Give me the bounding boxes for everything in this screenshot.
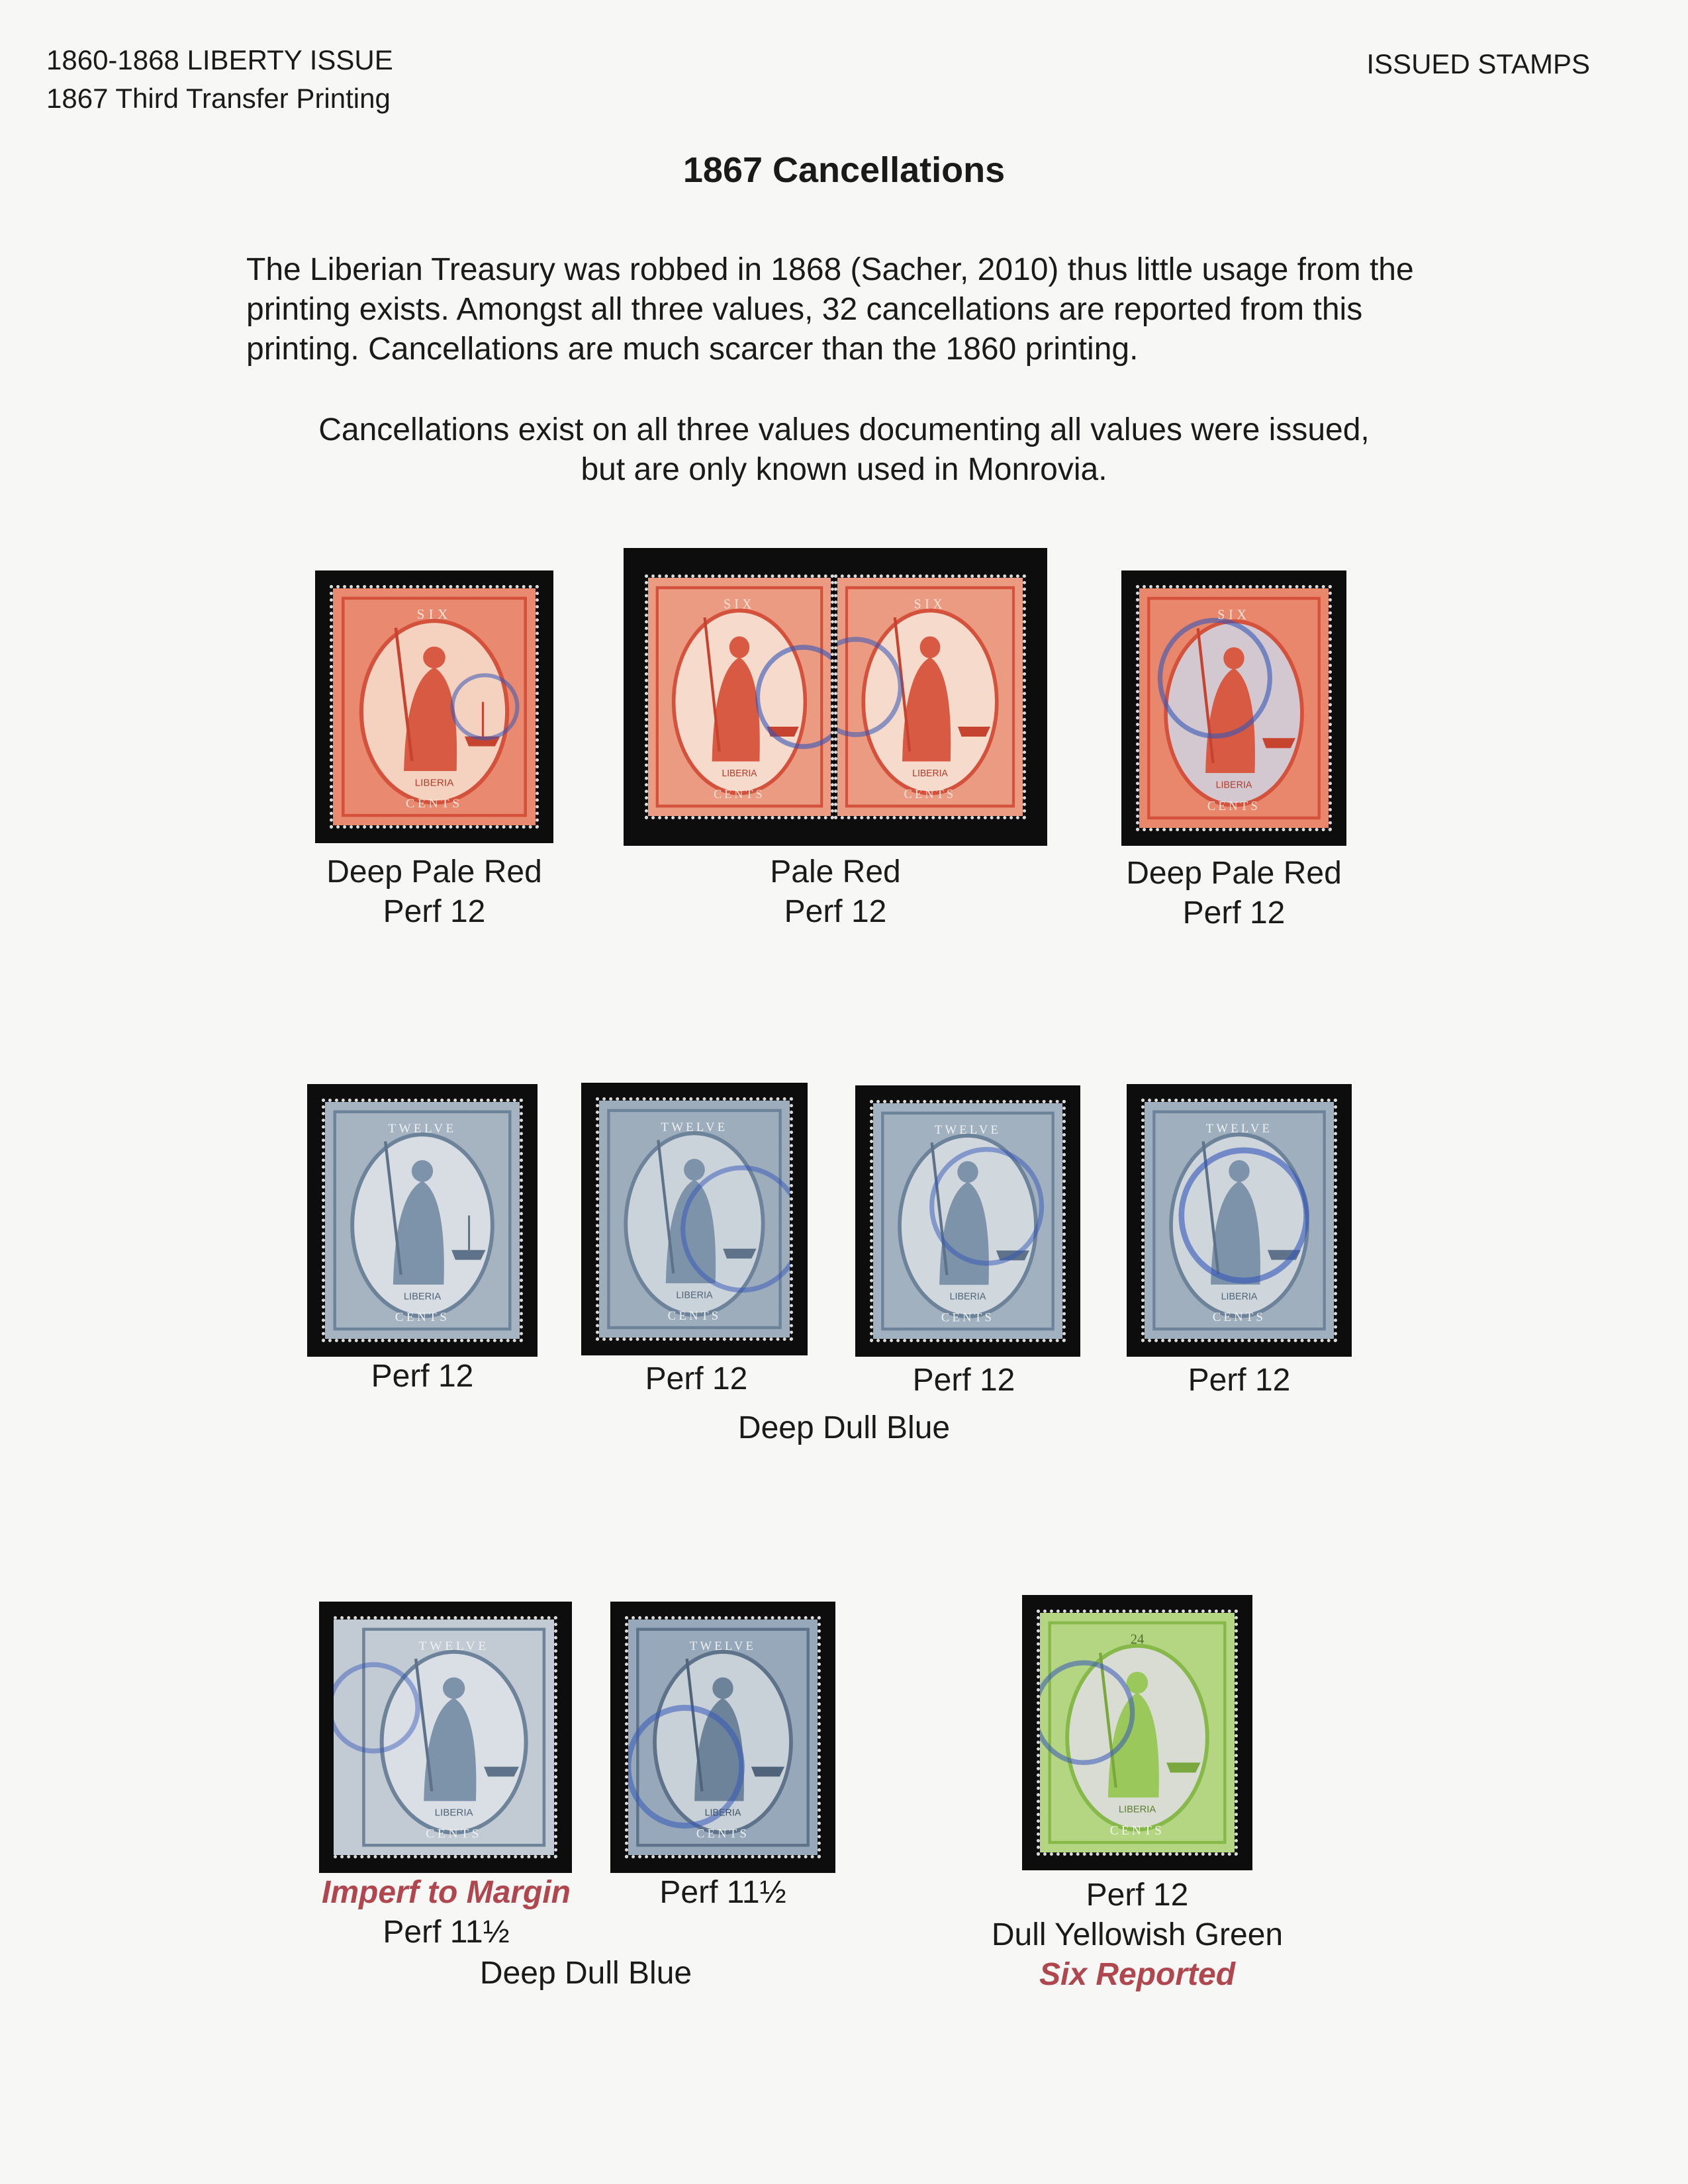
stamp-six-cents-pair-left	[645, 574, 834, 819]
caption-shade: Dull Yellowish Green	[991, 1917, 1284, 1952]
stamp-24-cents	[1037, 1610, 1238, 1856]
liberty-stamp-blue-icon	[599, 1101, 790, 1338]
svg-text:LIBERIA: LIBERIA	[414, 777, 454, 789]
caption-green-stamp	[939, 1876, 1336, 1995]
svg-text:CENTS: CENTS	[904, 787, 957, 802]
caption-perf: Perf 12	[784, 894, 887, 929]
svg-text:SIX: SIX	[914, 596, 947, 612]
caption-perf: Perf 11½	[659, 1875, 786, 1910]
svg-text:LIBERIA: LIBERIA	[704, 1807, 741, 1819]
stamp-mount	[1022, 1595, 1252, 1870]
svg-text:TWELVE: TWELVE	[934, 1122, 1002, 1138]
stamp-mount	[1127, 1084, 1352, 1357]
caption-perf: Perf 12	[645, 1361, 748, 1396]
svg-text:LIBERIA: LIBERIA	[912, 768, 948, 780]
header-series: 1860-1868 LIBERTY ISSUE	[46, 44, 393, 75]
svg-text:LIBERIA: LIBERIA	[722, 768, 757, 780]
caption-perf: Perf 12	[1188, 1363, 1291, 1398]
caption-rarity-note: Six Reported	[1039, 1957, 1236, 1992]
intro-note-line2: but are only known used in Monrovia.	[581, 452, 1107, 487]
svg-text:CENTS: CENTS	[714, 787, 765, 802]
svg-text:LIBERIA: LIBERIA	[403, 1291, 442, 1302]
stamp-twelve-cents-imperf	[334, 1616, 557, 1858]
stamp-twelve-cents-3	[870, 1100, 1066, 1342]
svg-text:CENTS: CENTS	[1212, 1310, 1266, 1325]
svg-text:TWELVE: TWELVE	[661, 1120, 728, 1135]
svg-text:LIBERIA: LIBERIA	[1118, 1804, 1156, 1815]
svg-text:CENTS: CENTS	[941, 1310, 995, 1325]
header-printing: 1867 Third Transfer Printing	[46, 83, 391, 114]
svg-text:TWELVE: TWELVE	[1205, 1121, 1273, 1136]
liberty-stamp-blue-icon	[334, 1619, 554, 1855]
caption-imperf-stamp	[294, 1873, 598, 1952]
caption-stamp-3	[1102, 854, 1366, 933]
svg-text:LIBERIA: LIBERIA	[1221, 1291, 1258, 1302]
caption-group-shade: Deep Dull Blue	[479, 1956, 692, 1991]
stamp-six-cents-3	[1136, 585, 1332, 831]
stamp-mount	[855, 1085, 1080, 1357]
caption-perf: Perf 12	[1182, 895, 1286, 931]
liberty-stamp-red-icon	[837, 578, 1023, 816]
intro-note-line1: Cancellations exist on all three values documenting all values were issued,	[318, 412, 1370, 447]
svg-text:LIBERIA: LIBERIA	[434, 1807, 473, 1819]
caption-shade: Deep Pale Red	[326, 854, 542, 889]
svg-text:CENTS: CENTS	[1207, 799, 1261, 813]
stamp-mount	[315, 570, 553, 843]
svg-text:SIX: SIX	[724, 596, 755, 612]
caption-perf: Perf 12	[383, 894, 486, 929]
svg-text:LIBERIA: LIBERIA	[676, 1290, 713, 1301]
intro-paragraph: The Liberian Treasury was robbed in 1868 (Sacher, 2010) thus little usage from the printing exists. Amongst all three values, 32 cancellations are reported from this printing. Cancellations are much scarcer than the 1860 printing.	[246, 252, 1414, 367]
svg-text:TWELVE: TWELVE	[689, 1639, 757, 1654]
stamp-twelve-cents-1	[322, 1099, 523, 1342]
svg-text:CENTS: CENTS	[1109, 1823, 1165, 1838]
stamp-six-cents-pair-right	[834, 574, 1026, 819]
caption-shade: Pale Red	[770, 854, 901, 889]
stamp-six-cents-1	[330, 585, 539, 829]
caption-stamp-pair	[703, 852, 968, 932]
caption-perf: Perf 11½	[383, 1915, 510, 1950]
page-title: 1867 Cancellations	[682, 150, 1006, 190]
caption-imperf-note: Imperf to Margin	[321, 1875, 571, 1910]
caption-group-shade: Deep Dull Blue	[737, 1410, 951, 1445]
stamp-mount	[307, 1084, 538, 1357]
liberty-stamp-red-icon	[333, 588, 536, 825]
caption-perf: Perf 12	[912, 1363, 1015, 1398]
svg-text:CENTS: CENTS	[395, 1310, 450, 1325]
header-right: ISSUED STAMPS	[1366, 48, 1590, 79]
stamp-mount	[1121, 570, 1346, 846]
stamp-mount	[610, 1602, 835, 1873]
liberty-stamp-green-icon	[1040, 1613, 1235, 1852]
svg-text:CENTS: CENTS	[667, 1308, 722, 1324]
svg-text:24: 24	[1130, 1631, 1145, 1647]
liberty-stamp-blue-icon	[873, 1103, 1062, 1339]
svg-text:TWELVE: TWELVE	[418, 1639, 489, 1653]
caption-shade: Deep Pale Red	[1126, 856, 1342, 891]
header-left	[46, 41, 393, 118]
intro-note	[0, 410, 1688, 490]
caption-perf: Perf 12	[1086, 1878, 1189, 1913]
liberty-stamp-blue-icon	[628, 1619, 818, 1855]
svg-text:CENTS: CENTS	[696, 1827, 750, 1841]
svg-text:SIX: SIX	[416, 606, 452, 623]
liberty-stamp-blue-icon	[1145, 1102, 1334, 1339]
svg-text:LIBERIA: LIBERIA	[949, 1291, 986, 1302]
liberty-stamp-red-icon	[1139, 588, 1329, 828]
liberty-stamp-red-icon	[648, 578, 831, 816]
svg-text:TWELVE: TWELVE	[388, 1122, 457, 1136]
svg-text:LIBERIA: LIBERIA	[1215, 780, 1252, 791]
svg-text:CENTS: CENTS	[426, 1827, 483, 1841]
stamp-mount	[319, 1602, 572, 1873]
stamp-twelve-cents-perf11half	[625, 1616, 821, 1858]
svg-text:SIX: SIX	[1217, 608, 1250, 623]
stamp-twelve-cents-4	[1141, 1099, 1337, 1342]
svg-text:CENTS: CENTS	[406, 796, 463, 811]
stamp-mount	[581, 1083, 808, 1355]
stamp-twelve-cents-2	[596, 1097, 793, 1341]
liberty-stamp-blue-icon	[325, 1102, 520, 1339]
stamp-pair-mount	[624, 548, 1047, 846]
caption-stamp-1	[302, 852, 567, 932]
caption-perf: Perf 12	[371, 1359, 474, 1394]
